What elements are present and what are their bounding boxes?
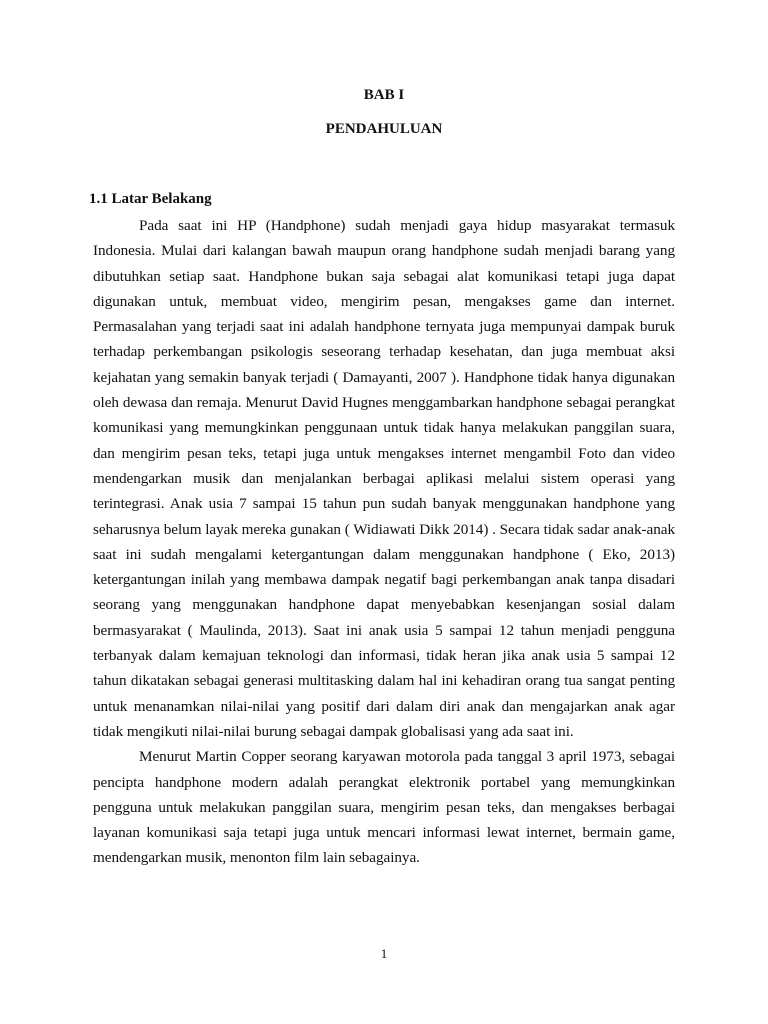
chapter-title: PENDAHULUAN [325, 121, 443, 137]
section-body [93, 213, 675, 871]
body-paragraph-1: Pada saat ini HP (Handphone) sudah menjadi gaya hidup masyarakat termasuk Indonesia. Mulai dari kalangan bawah maupun orang handphone sudah menjadi barang yang dibutuhkan setiap saat. Handphone bukan saja sebagai alat komunikasi tetapi juga dapat digunakan untuk, membuat video, mengirim pesan, mengakses game dan internet. Permasalahan yang terjadi saat ini adalah handphone ternyata juga mempunyai dampak buruk terhadap perkembangan psikologis seseorang terhadap kesehatan, dan juga membuat aksi kejahatan yang semakin banyak terjadi ( Damayanti, 2007 ). Handphone tidak hanya digunakan oleh dewasa dan remaja. Menurut David Hugnes menggambarkan handphone sebagai perangkat komunikasi yang memungkinkan penggunaan untuk tidak hanya melakukan panggilan suara, dan mengirim pesan teks, tetapi juga untuk mengakses internet mengambil Foto dan video mendengarkan musik dan menjalankan berbagai aplikasi melalui sistem operasi yang terintegrasi. Anak usia 7 sampai 15 tahun pun sudah banyak menggunakan handphone yang seharusnya belum layak mereka gunakan ( Widiawati Dikk 2014) . Secara tidak sadar anak-anak saat ini sudah mengalami ketergantungan dalam menggunakan handphone ( Eko, 2013) ketergantungan inilah yang membawa dampak negatif bagi perkembangan anak tanpa disadari seorang yang menggunakan handphone dapat menyebabkan kesenjangan sosial dalam bermasyarakat ( Maulinda, 2013). Saat ini anak usia 5 sampai 12 tahun menjadi pengguna terbanyak dalam kemajuan teknologi dan informasi, tidak heran jika anak usia 5 sampai 12 tahun dikatakan sebagai generasi multitasking dalam hal ini kehadiran orang tua sangat penting untuk menanamkan nilai-nilai yang positif dari dalam diri anak dan mengajarkan anak agar tidak mengikuti nilai-nilai burung sebagai dampak globalisasi yang ada saat ini. [93, 217, 675, 740]
body-paragraph-2: Menurut Martin Copper seorang karyawan motorola pada tanggal 3 april 1973, sebagai pencipta handphone modern adalah perangkat elektronik portabel yang memungkinkan pengguna untuk melakukan panggilan suara, mengirim pesan teks, dan mengakses berbagai layanan komunikasi saja tetapi juga untuk mencari informasi lewat internet, bermain game, mendengarkan musik, menonton film lain sebagainya. [93, 748, 675, 867]
page-number: 1 [380, 946, 388, 961]
chapter-number: BAB I [363, 87, 405, 103]
section-heading: 1.1 Latar Belakang [89, 191, 212, 207]
